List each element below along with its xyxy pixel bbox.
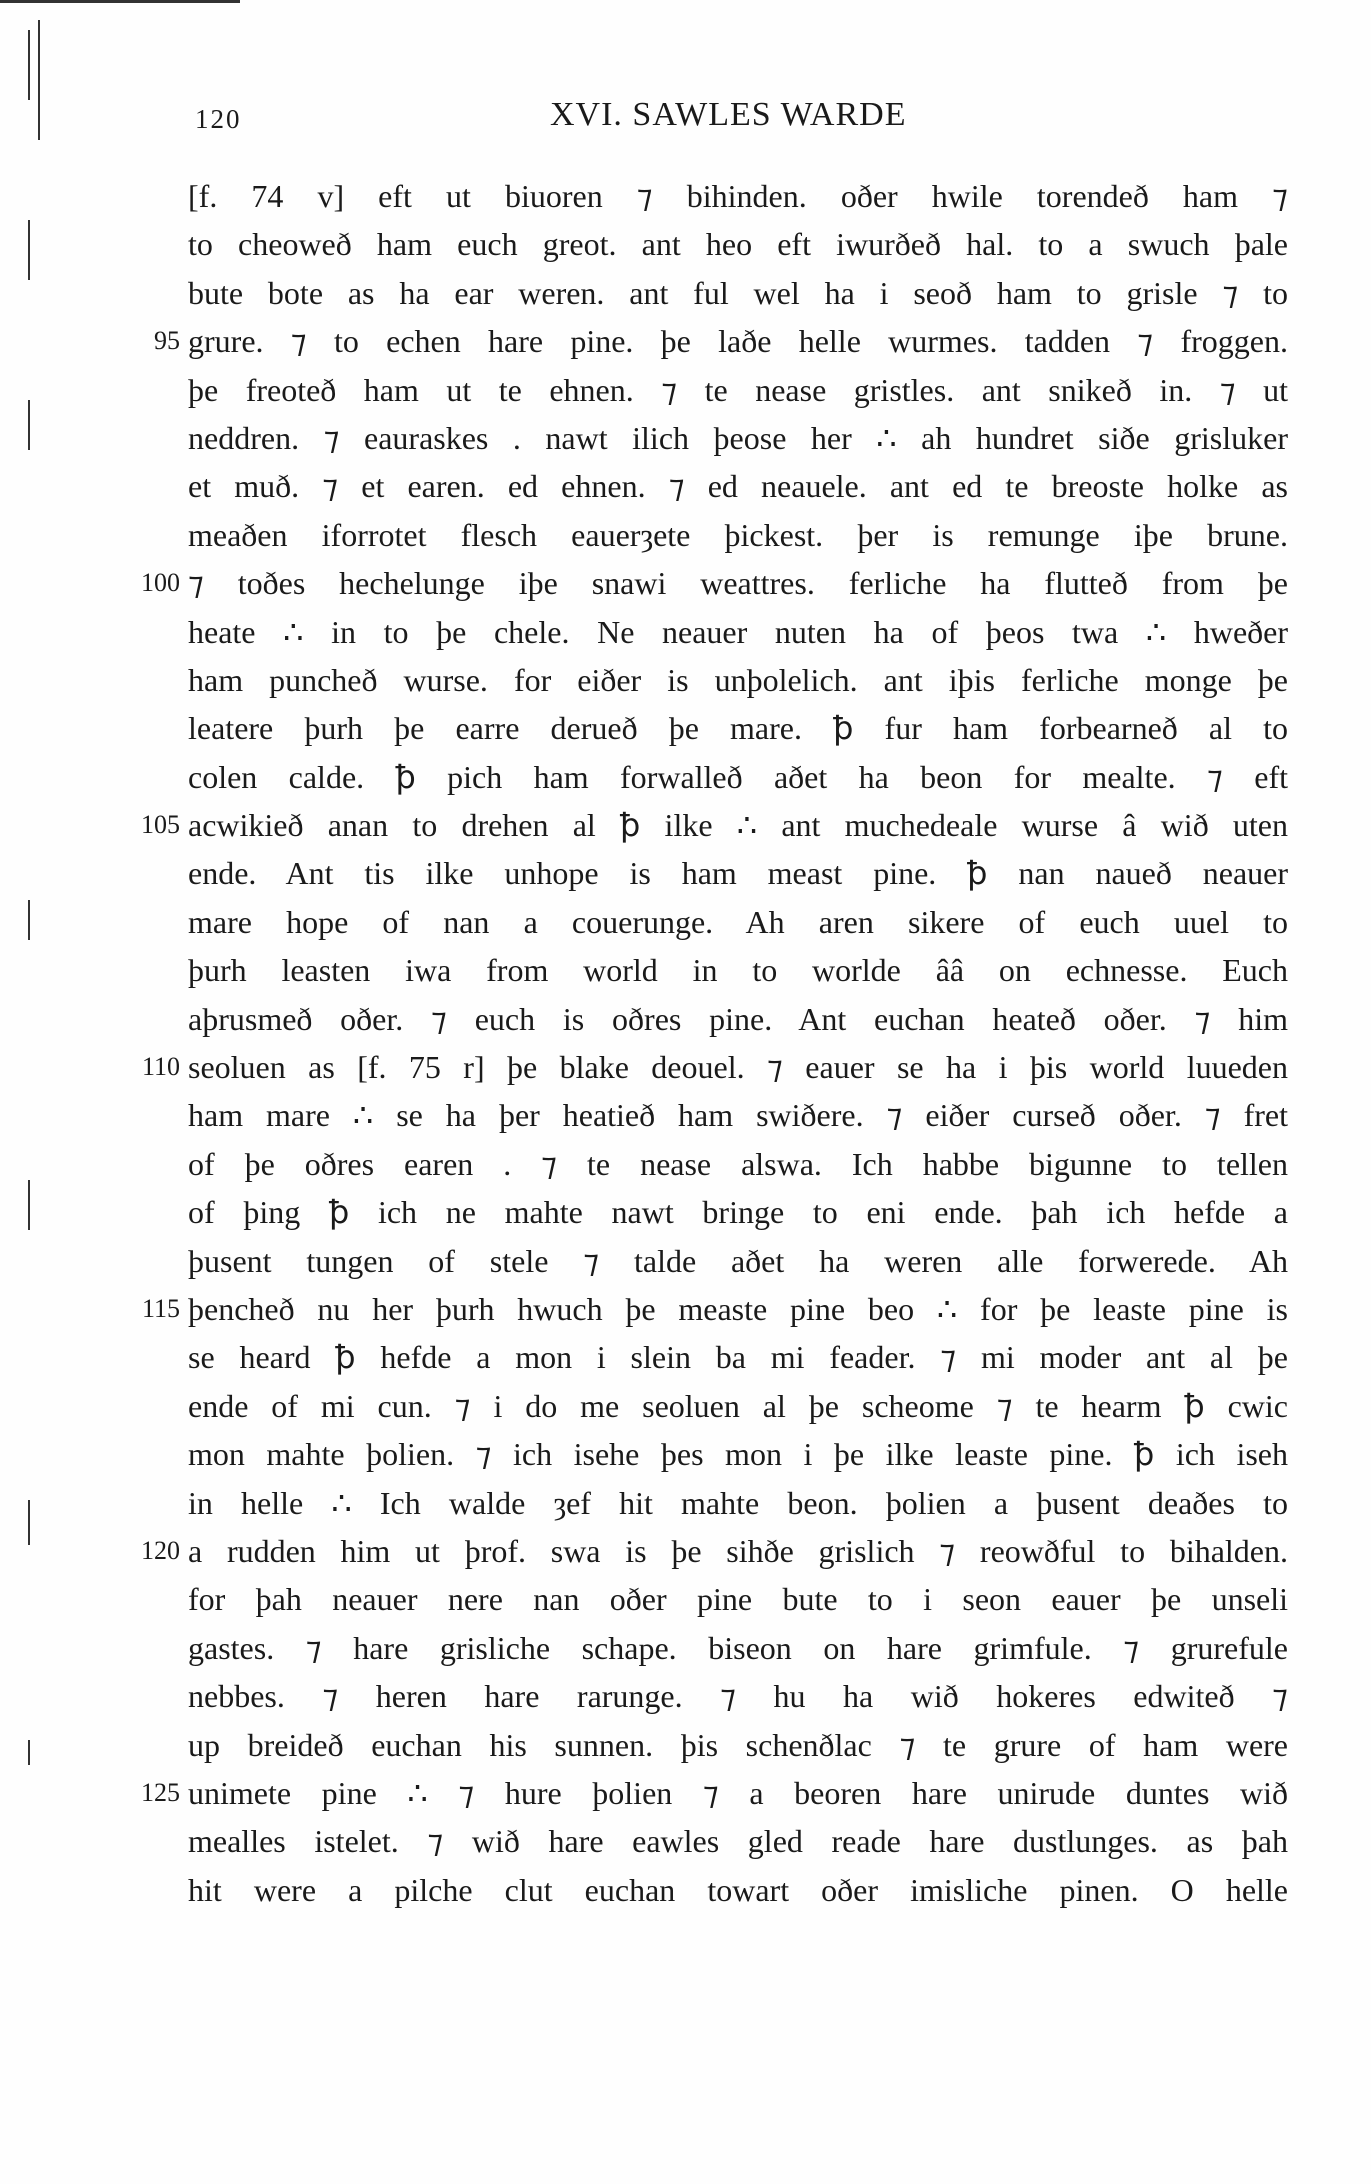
line-text: þusent tungen of stele ⁊ talde aðet ha weren alle forwerede. Ah [188,1242,1288,1279]
scan-edge-mark [28,1500,30,1545]
line-text: se heard ꝥ hefde a mon i slein ba mi feader. ⁊ mi moder ant al þe [188,1339,1288,1376]
text-line [140,704,1340,752]
line-text: þurh leasten iwa from world in to worlde ââ on echnesse. Euch [188,952,1288,989]
page-header [195,96,1015,146]
text-line [140,1769,1340,1817]
line-text: ende. Ant tis ilke unhope is ham meast pine. ꝥ nan naueð neauer [188,855,1288,892]
line-text: mealles istelet. ⁊ wið hare eawles gled reade hare dustlunges. as þah [188,1823,1288,1860]
scan-edge-mark [28,900,30,940]
text-line [140,898,1340,946]
text-line [140,1817,1340,1865]
line-text: bute bote as ha ear weren. ant ful wel ha i seoð ham to grisle ⁊ to [188,274,1288,311]
line-text: ⁊ toðes hechelunge iþe snawi weattres. ferliche ha flutteð from þe [188,565,1288,602]
line-text: for þah neauer nere nan oðer pine bute to i seon eauer þe unseli [188,1581,1288,1618]
page-number: 120 [195,104,242,134]
line-text: a rudden him ut þrof. swa is þe sihðe grislich ⁊ reowðful to bihalden. [188,1532,1288,1569]
text-line [140,1624,1340,1672]
text-line [140,1237,1340,1285]
line-text: heate ∴ in to þe chele. Ne neauer nuten ha of þeos twa ∴ hweðer [188,613,1288,650]
text-line [140,1721,1340,1769]
line-text: ham mare ∴ se ha þer heatieð ham swiðere. ⁊ eiðer curseð oðer. ⁊ fret [188,1097,1289,1134]
scan-edge-mark [38,20,40,140]
text-line [140,1575,1340,1623]
text-line [140,1333,1340,1381]
line-text: of þing ꝥ ich ne mahte nawt bringe to eni ende. þah ich hefde a [188,1194,1288,1231]
line-text: neddren. ⁊ eauraskes . nawt ilich þeose her ∴ ah hundret siðe grisluker [188,419,1288,456]
scan-edge-mark [28,220,30,280]
line-text: acwikieð anan to drehen al ꝥ ilke ∴ ant muchedeale wurse â wið uten [188,807,1288,844]
line-text: leatere þurh þe earre derueð þe mare. ꝥ fur ham forbearneð al to [188,710,1288,747]
text-line [140,220,1340,268]
line-text: mon mahte þolien. ⁊ ich isehe þes mon i þe ilke leaste pine. ꝥ ich iseh [188,1436,1288,1473]
line-text: in helle ∴ Ich walde ȝef hit mahte beon. þolien a þusent deaðes to [188,1484,1288,1521]
text-line [140,1140,1340,1188]
text-line [140,1285,1340,1333]
line-text: aþrusmeð oðer. ⁊ euch is oðres pine. Ant euchan heateð oðer. ⁊ him [188,1000,1288,1037]
running-head: XVI. SAWLES WARDE [550,96,907,133]
text-line [140,656,1340,704]
text-line [140,172,1340,220]
text-line [140,801,1340,849]
body-text [140,172,1340,1914]
text-line [140,1430,1340,1478]
text-line [140,414,1340,462]
text-line [140,608,1340,656]
line-number: 125 [141,1777,180,1807]
line-text: et muð. ⁊ et earen. ed ehnen. ⁊ ed neauele. ant ed te breoste holke as [188,468,1288,505]
text-line [140,753,1340,801]
line-text: to cheoweð ham euch greot. ant heo eft iwurðeð hal. to a swuch þale [188,226,1288,263]
text-line [140,849,1340,897]
text-line [140,559,1340,607]
line-number: 115 [141,1293,180,1323]
text-line [140,1188,1340,1236]
text-line [140,462,1340,510]
line-number: 105 [141,810,180,840]
line-text: nebbes. ⁊ heren hare rarunge. ⁊ hu ha wið hokeres edwiteð ⁊ [188,1678,1288,1715]
text-line [140,946,1340,994]
text-line [140,511,1340,559]
text-line [140,995,1340,1043]
line-text: up breideð euchan his sunnen. þis schenðlac ⁊ te grure of ham were [188,1726,1288,1763]
text-line [140,366,1340,414]
line-text: ham puncheð wurse. for eiðer is unþolelich. ant iþis ferliche monge þe [188,661,1288,698]
line-text: þe freoteð ham ut te ehnen. ⁊ te nease gristles. ant snikeð in. ⁊ ut [188,371,1288,408]
line-text: þencheð nu her þurh hwuch þe measte pine beo ∴ for þe leaste pine is [188,1290,1288,1327]
text-line [140,269,1340,317]
line-number: 100 [141,568,180,598]
text-line [140,1382,1340,1430]
text-line [140,1672,1340,1720]
scan-edge-mark [28,1740,30,1765]
line-text: mare hope of nan a couerunge. Ah aren sikere of euch uuel to [188,903,1288,940]
scan-edge-mark [28,1180,30,1230]
line-text: colen calde. ꝥ pich ham forwalleð aðet ha beon for mealte. ⁊ eft [188,758,1288,795]
line-text: gastes. ⁊ hare grisliche schape. biseon on hare grimfule. ⁊ grurefule [188,1629,1288,1666]
line-text: unimete pine ∴ ⁊ hure þolien ⁊ a beoren hare unirude duntes wið [188,1774,1288,1811]
scan-edge-mark [0,0,240,3]
line-number: 120 [141,1535,180,1565]
line-number: 110 [141,1052,180,1082]
line-text: grure. ⁊ to echen hare pine. þe laðe helle wurmes. tadden ⁊ froggen. [188,323,1288,360]
text-line [140,1091,1340,1139]
text-line [140,1043,1340,1091]
line-text: [f. 74 v] eft ut biuoren ⁊ bihinden. oðer hwile torendeð ham ⁊ [188,178,1288,214]
line-text: of þe oðres earen . ⁊ te nease alswa. Ich habbe bigunne to tellen [188,1145,1288,1182]
text-line [140,1866,1340,1914]
line-text: meaðen iforrotet flesch eauerȝete þickest. þer is remunge iþe brune. [188,516,1288,553]
scan-edge-mark [28,30,30,100]
text-line [140,317,1340,365]
line-text: ende of mi cun. ⁊ i do me seoluen al þe scheome ⁊ te hearm ꝥ cwic [188,1387,1288,1424]
line-text: seoluen as [f. 75 r] þe blake deouel. ⁊ eauer se ha i þis world luueden [188,1049,1288,1086]
line-number: 95 [154,326,180,356]
text-line [140,1527,1340,1575]
scan-edge-mark [28,400,30,450]
text-line [140,1479,1340,1527]
line-text: hit were a pilche clut euchan towart oðer imisliche pinen. O helle [188,1871,1288,1908]
